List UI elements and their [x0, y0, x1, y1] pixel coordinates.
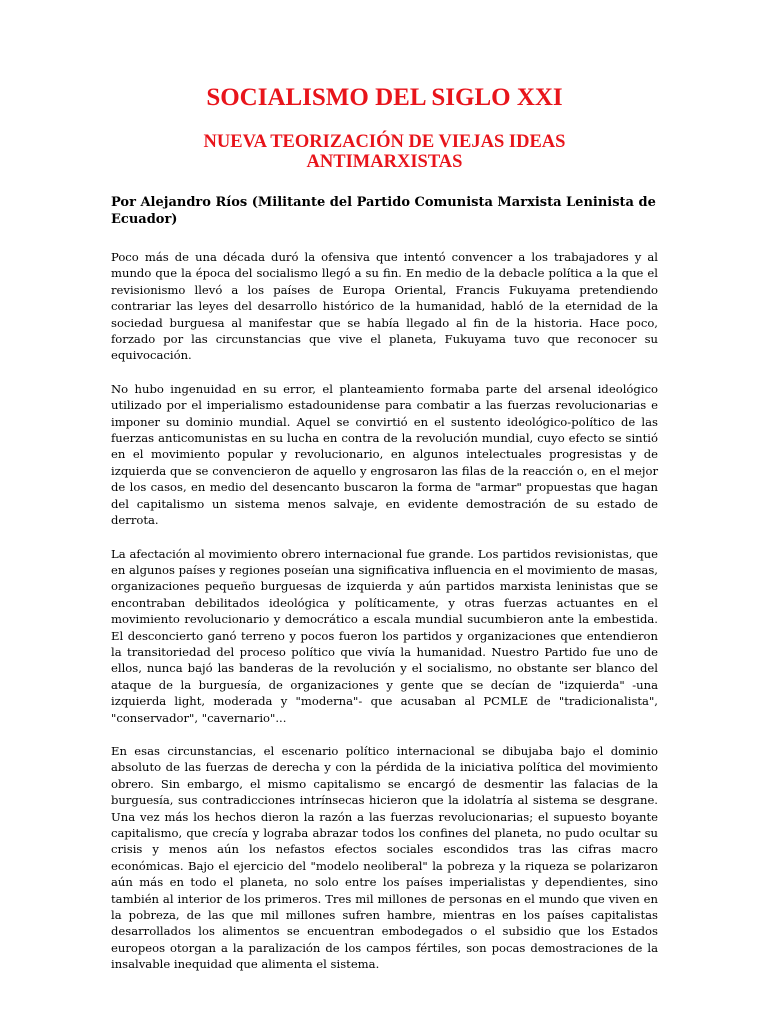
- body-paragraph-4: En esas circunstancias, el escenario político internacional se dibujaba bajo el dominio absoluto de las fuerzas de derecha y con la pérdida de la iniciativa política del movimiento obrero. Sin embargo, el mismo capitalismo se encargó de desmentir las falacias de la burguesía, sus contradicciones intrínsecas hicieron que la idolatría al sistema se desgrane. Una vez más los hechos dieron la razón a las fuerzas revolucionarias; el supuesto boyante capitalismo, que crecía y lograba abrazar todos los confines del planeta, no pudo ocultar su crisis y menos aún los nefastos efectos sociales escondidos tras las cifras macro económicas. Bajo el ejercicio del "modelo neoliberal" la pobreza y la riqueza se polarizaron aún más en todo el planeta, no solo entre los países imperialistas y dependientes, sino también al interior de los primeros. Tres mil millones de personas en el mundo que viven en la pobreza, de las que mil millones sufren hambre, mientras en los países capitalistas desarrollados los alimentos se encuentran embodegados o el subsidio que los Estados europeos otorgan a la paralización de los campos fértiles, son pocas demostraciones de la insalvable inequidad que alimenta el sistema.: [111, 743, 658, 972]
- document-page: [111, 82, 658, 973]
- document-title: SOCIALISMO DEL SIGLO XXI: [206, 84, 563, 111]
- body-paragraph-1: Poco más de una década duró la ofensiva que intentó convencer a los trabajadores y al mundo que la época del socialismo llegó a su fin. En medio de la debacle política a la que el revisionismo llevó a los países de Europa Oriental, Francis Fukuyama pretendiendo contrariar las leyes del desarrollo histórico de la humanidad, habló de la eternidad de la sociedad burguesa al manifestar que se había llegado al fin de la historia. Hace poco, forzado por las circunstancias que vive el planeta, Fukuyama tuvo que reconocer su equivocación.: [111, 250, 658, 363]
- body-paragraph-2: No hubo ingenuidad en su error, el planteamiento formaba parte del arsenal ideológico utilizado por el imperialismo estadounidense para combatir a las fuerzas revolucionarias e imponer su dominio mundial. Aquel se convirtió en el sustento ideológico-político de las fuerzas anticomunistas en su lucha en contra de la revolución mundial, cuyo efecto se sintió en el movimiento popular y revolucionario, en algunos intelectuales progresistas y de izquierda que se convencieron de aquello y engrosaron las filas de la reacción o, en el mejor de los casos, en medio del desencanto buscaron la forma de "armar" propuestas que hagan del capitalismo un sistema menos salvaje, en evidente demostración de su estado de derrota.: [111, 381, 658, 528]
- author-byline: Por Alejandro Ríos (Militante del Partido Comunista Marxista Leninista de Ecuador): [111, 195, 656, 227]
- document-subtitle: NUEVA TEORIZACIÓN DE VIEJAS IDEAS ANTIMARXISTAS: [203, 132, 566, 172]
- body-paragraph-3: La afectación al movimiento obrero internacional fue grande. Los partidos revisionistas, que en algunos países y regiones poseían una significativa influencia en el movimiento de masas, organizaciones pequeño burguesas de izquierda y aún partidos marxista leninistas que se encontraban debilitados ideológica y políticamente, y otras fuerzas actuantes en el movimiento revolucionario y democrático a escala mundial sucumbieron ante la embestida. El desconcierto ganó terreno y pocos fueron los partidos y organizaciones que entendieron la transitoriedad del proceso político que vivía la humanidad. Nuestro Partido fue uno de ellos, nunca bajó las banderas de la revolución y el socialismo, no obstante ser blanco del ataque de la burguesía, de organizaciones y gente que se decían de "izquierda" -una izquierda light, moderada y "moderna"- que acusaban al PCMLE de "tradicionalista", "conservador", "cavernario"...: [111, 546, 658, 725]
